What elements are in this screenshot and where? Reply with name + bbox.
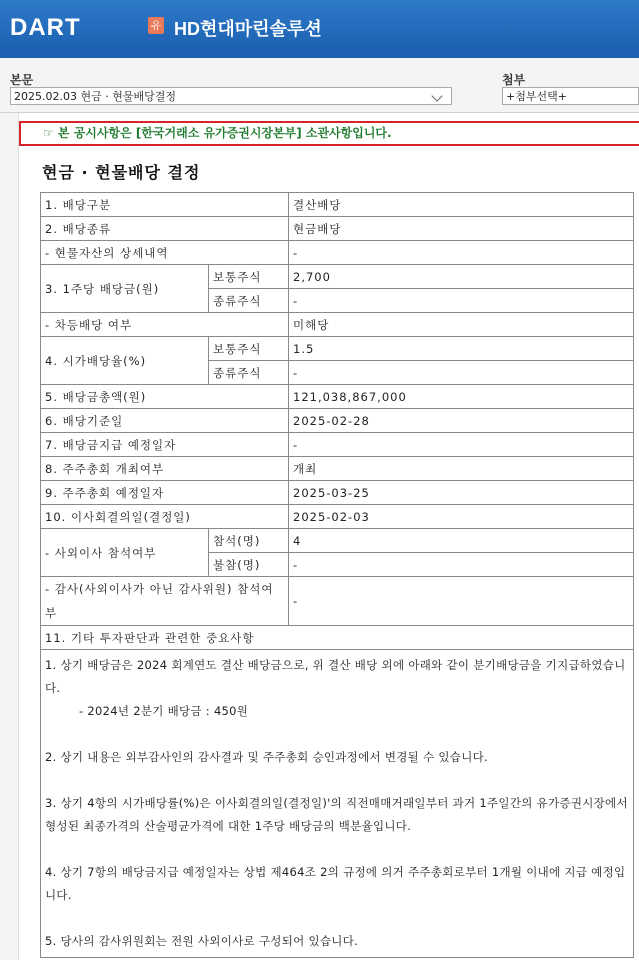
value-cell: 2,700 [289,265,634,289]
sublabel-cell: 보통주식 [209,265,289,289]
section-header-cell: 11. 기타 투자판단과 관련한 중요사항 [41,626,634,650]
note-4: 4. 상기 7항의 배당금지급 예정일자는 상법 제464조 2의 규정에 의거 주주총회로부터 1개월 이내에 지급 예정입니다. [45,865,626,902]
label-cell: 2. 배당종류 [41,217,289,241]
label-cell: - 현물자산의 상세내역 [41,241,289,265]
value-cell: 2025-02-03 [289,505,634,529]
table-row [41,481,634,505]
note-1: 1. 상기 배당금은 2024 회계연도 결산 배당금으로, 위 결산 배당 외에 아래와 같이 분기배당금을 기지급하였습니다. [45,658,626,695]
label-cell: 4. 시가배당율(%) [41,337,209,385]
sublabel-cell: 종류주식 [209,361,289,385]
table-row [41,217,634,241]
jurisdiction-notice: ☞ 본 공시사항은 [한국거래소 유가증권시장본부] 소관사항입니다. [19,121,639,146]
note-1-sub: - 2024년 2분기 배당금 : 450원 [79,704,249,718]
label-cell: - 사외이사 참석여부 [41,529,209,577]
table-row [41,505,634,529]
label-cell: 1. 배당구분 [41,193,289,217]
value-cell: - [289,241,634,265]
attachment-select[interactable] [502,87,639,105]
value-cell: 4 [289,529,634,553]
table-row [41,385,634,409]
dart-logo[interactable] [10,14,81,42]
table-row [41,265,634,289]
notes-cell [41,650,634,958]
value-cell: - [289,553,634,577]
sublabel-cell: 보통주식 [209,337,289,361]
value-cell: - [289,577,634,626]
value-cell: 2025-02-28 [289,409,634,433]
value-cell: - [289,361,634,385]
value-cell: 121,038,867,000 [289,385,634,409]
label-cell: - 감사(사외이사가 아닌 감사위원) 참석여부 [41,577,289,626]
table-row [41,193,634,217]
sublabel-cell: 종류주식 [209,289,289,313]
dividend-table [40,192,634,958]
table-row [41,409,634,433]
value-cell: 개최 [289,457,634,481]
label-cell: 5. 배당금총액(원) [41,385,289,409]
app-header [0,0,639,58]
note-3: 3. 상기 4항의 시가배당률(%)은 이사회결의일(결정일)'의 직전매매거래일부터 과거 1주일간의 유가증권시장에서 형성된 최종가격의 산술평균가격에 대한 1주당 배당금의 백분율입니다. [45,796,628,833]
note-5: 5. 당사의 감사위원회는 전원 사외이사로 구성되어 있습니다. [45,934,359,948]
chevron-down-icon [431,90,442,101]
label-cell: 7. 배당금지급 예정일자 [41,433,289,457]
table-row [41,577,634,626]
main-label: 본문 [10,73,34,87]
label-cell: 6. 배당기준일 [41,409,289,433]
main-document-select[interactable] [10,87,452,105]
sublabel-cell: 불참(명) [209,553,289,577]
table-row [41,241,634,265]
label-cell: 10. 이사회결의일(결정일) [41,505,289,529]
value-cell: - [289,433,634,457]
label-cell: 3. 1주당 배당금(원) [41,265,209,313]
value-cell: 미해당 [289,313,634,337]
table-row [41,626,634,650]
table-row [41,337,634,361]
table-row [41,650,634,958]
label-cell: - 차등배당 여부 [41,313,289,337]
company-name: HD현대마린솔루션 [174,19,322,39]
attach-label: 첨부 [502,73,526,87]
value-cell: 2025-03-25 [289,481,634,505]
main-select-value: 2025.02.03 현금 · 현물배당결정 [14,90,176,103]
table-row [41,529,634,553]
table-row [41,433,634,457]
report-toolbar [0,58,639,113]
table-row [41,457,634,481]
label-cell: 8. 주주총회 개최여부 [41,457,289,481]
logo-text: DART [10,14,81,41]
value-cell: 1.5 [289,337,634,361]
attach-select-value: +첨부선택+ [506,90,567,103]
table-row [41,313,634,337]
left-pane-edge [0,113,19,960]
sublabel-cell: 참석(명) [209,529,289,553]
value-cell: 결산배당 [289,193,634,217]
page-title: 현금 · 현물배당 결정 [42,163,201,182]
value-cell: 현금배당 [289,217,634,241]
value-cell: - [289,289,634,313]
label-cell: 9. 주주총회 예정일자 [41,481,289,505]
note-2: 2. 상기 내용은 외부감사인의 감사결과 및 주주총회 승인과정에서 변경될 수 있습니다. [45,750,488,764]
market-badge: 유 [148,17,164,34]
